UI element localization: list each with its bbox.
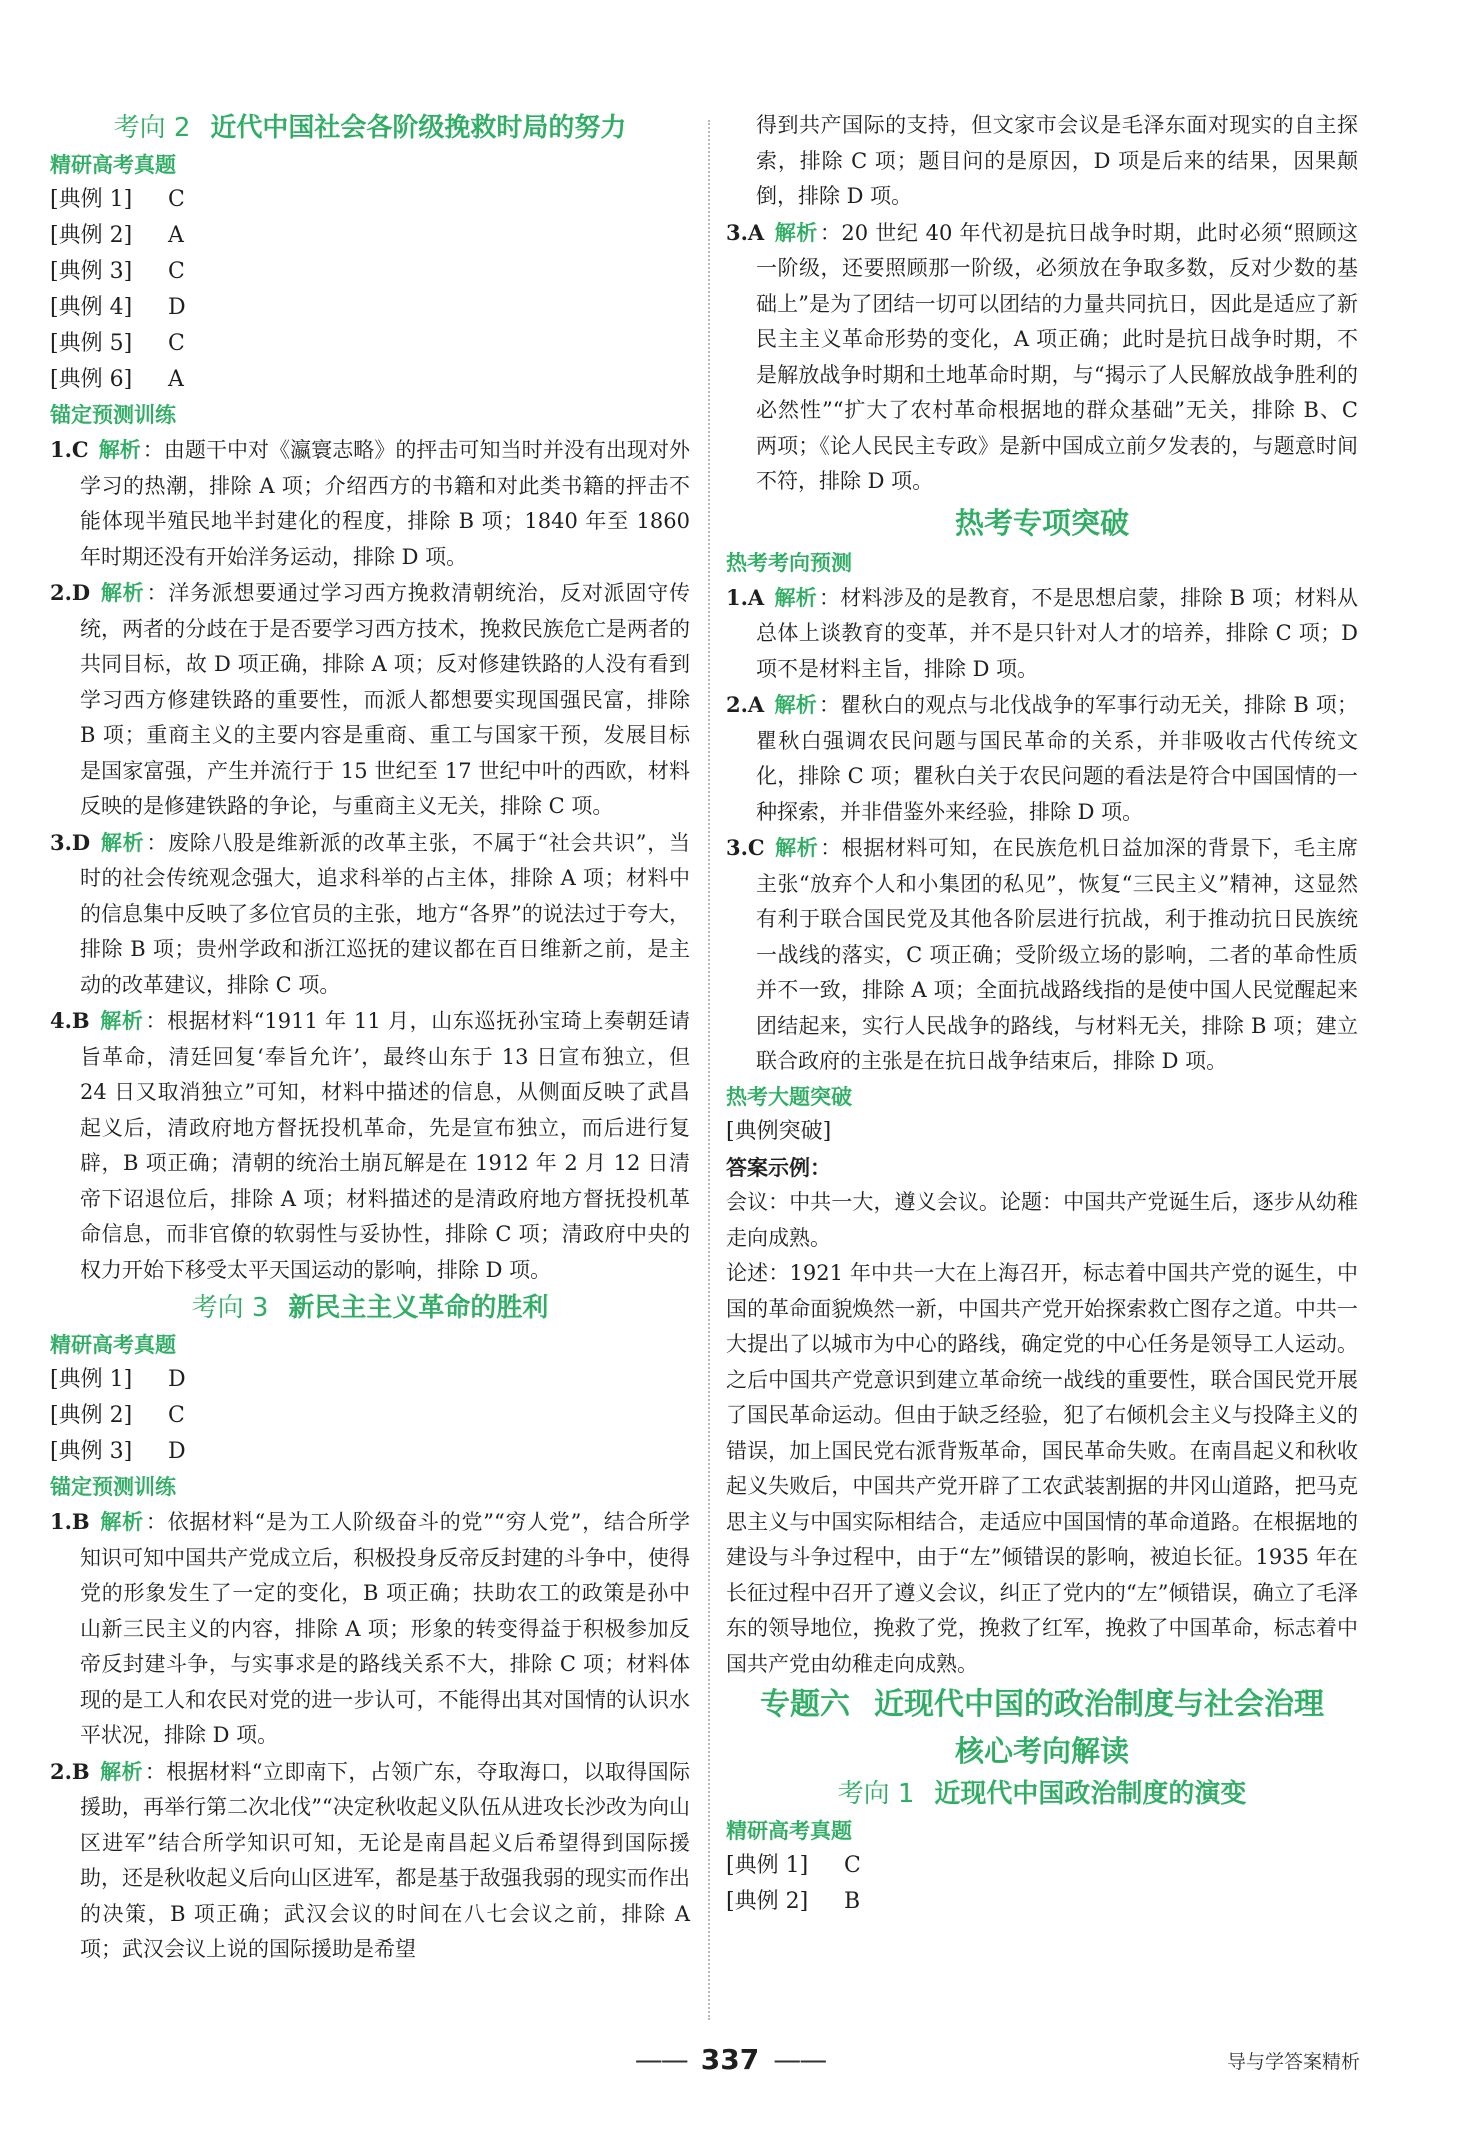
- item-text: ：20 世纪 40 年代初是抗日战争时期，此时必须“照顾这一阶级，还要照顾那一阶级，必须放在争取多数，反对少数的基础上”是为了团结一切可以团结的力量共同抗日，因此是适应了新民主主义革命形势的变化，A 项正确；此时是抗日战争时期，不是解放战争时期和土地革命时期，与“揭示了人民解放战争胜利的必然性”“扩大了农村革命根据地的群众基础”无关，排除 B、C 两项；《论人民民主专政》是新中国成立前夕发表的，与题意时间不符，排除 D 项。: [756, 220, 1359, 493]
- item-continuation: 得到共产国际的支持，但文家市会议是毛泽东面对现实的自主探索，排除 C 项；题目问的是原因，D 项是后来的结果，因果颠倒，排除 D 项。: [756, 113, 1358, 208]
- section-heading-kx2: [50, 108, 690, 148]
- example-row: [50, 362, 690, 398]
- subheading-yuce: 锚定预测训练: [50, 1475, 176, 1499]
- subheading-yuce: 热考考向预测: [726, 550, 852, 575]
- example-row: [50, 290, 690, 326]
- example-answer: C: [844, 1853, 861, 1878]
- item-number: 1.A: [726, 584, 765, 610]
- item-tag: 解析: [99, 1009, 144, 1033]
- example-answer: C: [168, 1403, 185, 1428]
- item-number: 1.B: [50, 1509, 90, 1534]
- example-label: [典例 1]: [726, 1853, 809, 1878]
- item-tag: 解析: [774, 220, 818, 245]
- item-tag: 解析: [100, 830, 145, 855]
- example-list-3: [726, 1848, 1358, 1920]
- item-text: ：废除八股是维新派的改革主张，不属于“社会共识”，当时的社会传统观念强大，追求科举的占主体，排除 A 项；材料中的信息集中反映了多位官员的主张，地方“各界”的说法过于夸大，排除 B 项；贵州学政和浙江巡抚的建议都在百日维新之前，是主动的改革建议，排除 C 项。: [80, 830, 690, 997]
- subheading-yuce: 锚定预测训练: [50, 403, 176, 427]
- page-footer: [0, 2036, 1460, 2086]
- answer-item: [50, 1003, 690, 1288]
- answer-paragraph-1: 会议：中共一大，遵义会议。论题：中国共产党诞生后，逐步从幼稚走向成熟。: [726, 1190, 1358, 1250]
- example-row: [50, 326, 690, 362]
- answer-sample-label: 答案示例：: [726, 1154, 831, 1180]
- item-text: ：洋务派想要通过学习西方挽救清朝统治，反对派固守传统，两者的分歧在于是否要学习西方技术，挽救民族危亡是两者的共同目标，故 D 项正确，排除 A 项；反对修建铁路的人没有看到学习西方修建铁路的重要性，而派人都想要实现国强民富，排除 B 项；重商主义的主要内容是重商、重工与国家干预，发展目标是国家富强，产生并流行于 15 世纪至 17 世纪中叶的西欧，材料反映的是修建铁路的争论，与重商主义无关，排除 C 项。: [80, 581, 691, 818]
- topic-heading: [726, 1682, 1358, 1728]
- heading-number: 考向 1: [837, 1779, 915, 1809]
- item-text: ：根据材料可知，在民族危机日益加深的背景下，毛主席主张“放弃个人和小集团的私见”，恢复“三民主义”精神，这显然有利于联合国民党及其他各阶层进行抗战，利于推动抗日民族统一战线的落实，C 项正确；受阶级立场的影响，二者的革命性质并不一致，排除 A 项；全面抗战路线指的是使中国人民觉醒起来团结起来，实行人民战争的路线，与材料无关，排除 B 项；建立联合政府的主张是在抗日战争结束后，排除 D 项。: [756, 836, 1359, 1073]
- answer-item: [50, 825, 690, 1004]
- book-brand: 导与学答案精析: [1226, 2051, 1360, 2073]
- column-divider: [708, 120, 710, 2020]
- item-text: ：材料涉及的是教育，不是思想启蒙，排除 B 项；材料从总体上谈教育的变革，并不是只针对人才的培养，排除 C 项；D 项不是材料主旨，排除 D 项。: [756, 585, 1358, 681]
- item-tag: 解析: [99, 1510, 144, 1534]
- heading-number: 考向 3: [191, 1293, 269, 1323]
- example-label: [典例 5]: [50, 331, 133, 356]
- example-row: [726, 1848, 1358, 1884]
- example-row: [50, 254, 690, 290]
- item-text: ：由题干中对《瀛寰志略》的抨击可知当时并没有出现对外学习的热潮，排除 A 项；介绍西方的书籍和对此类书籍的抨击不能体现半殖民地半封建化的程度，排除 B 项；1840 年至 1860 年时期还没有开始洋务运动，排除 D 项。: [80, 438, 691, 569]
- example-answer: C: [168, 187, 185, 212]
- example-label: [典例 3]: [50, 259, 133, 284]
- section-heading-kx3: [50, 1288, 690, 1328]
- example-row: [50, 1398, 690, 1434]
- example-answer: C: [168, 331, 185, 356]
- item-number: 2.A: [726, 692, 765, 717]
- topic-title: 近现代中国的政治制度与社会治理: [874, 1687, 1324, 1722]
- example-answer: D: [168, 1367, 186, 1392]
- item-text: ：依据材料“是为工人阶级奋斗的党”“穷人党”，结合所学知识可知中国共产党成立后，积极投身反帝反封建的斗争中，使得党的形象发生了一定的变化，B 项正确；扶助农工的政策是孙中山新三民主义的内容，排除 A 项；形象的转变得益于积极参加反帝反封建斗争，与实事求是的路线关系不大，排除 C 项；材料体现的是工人和农民对党的进一步认可，不能得出其对国情的认识水平状况，排除 D 项。: [80, 1510, 690, 1747]
- example-label: [典例 1]: [50, 187, 133, 212]
- subheading-jingyan: 精研高考真题: [50, 153, 176, 177]
- example-answer: C: [168, 259, 185, 284]
- item-tag: 解析: [774, 693, 817, 717]
- subheading-jingyan: 精研高考真题: [50, 1333, 176, 1357]
- example-row: [50, 1362, 690, 1398]
- item-number: 1.C: [50, 437, 89, 462]
- page-number: [620, 2036, 840, 2084]
- example-label: [典例 1]: [50, 1367, 133, 1392]
- answer-item: [50, 432, 690, 575]
- right-column: [726, 108, 1358, 1920]
- section-heading-kx1: [726, 1774, 1358, 1814]
- example-label: [典例 6]: [50, 367, 133, 392]
- example-list-1: [50, 182, 690, 398]
- example-row: [50, 1434, 690, 1470]
- page-number-dash: ——: [634, 2043, 687, 2076]
- example-answer: A: [168, 367, 184, 392]
- answer-item: [726, 215, 1358, 500]
- answer-item: [50, 1504, 690, 1754]
- example-label: [典例 2]: [50, 223, 133, 248]
- item-tag: 解析: [100, 581, 145, 605]
- item-number: 3.C: [726, 835, 765, 860]
- subheading-jingyan: 精研高考真题: [726, 1819, 852, 1843]
- example-label: [典例 4]: [50, 295, 133, 320]
- page-number-value: 337: [700, 2043, 760, 2076]
- item-tag: 解析: [774, 836, 819, 860]
- item-number: 3.D: [50, 829, 91, 855]
- core-heading: 核心考向解读: [954, 1734, 1129, 1768]
- example-breakthrough-label: [典例突破]: [726, 1118, 832, 1144]
- item-text: ：根据材料“1911 年 11 月，山东巡抚孙宝琦上奏朝廷请旨革命，清廷回复‘奉旨允许’，最终山东于 13 日宣布独立，但 24 日又取消独立”可知，材料中描述的信息，从侧面反映了武昌起义后，清政府地方督抚投机革命，先是宣布独立，而后进行复辟，B 项正确；清朝的统治土崩瓦解是在 1912 年 2 月 12 日清帝下诏退位后，排除 A 项；材料描述的是清政府地方督抚投机革命信息，而非官僚的软弱性与妥协性，排除 C 项；清政府中央的权力开始下移受太平天国运动的影响，排除 D 项。: [80, 1009, 691, 1282]
- item-number: 2.B: [50, 1758, 90, 1784]
- example-label: [典例 2]: [50, 1403, 133, 1428]
- answer-item: [50, 1754, 690, 1968]
- example-label: [典例 2]: [726, 1889, 809, 1914]
- answer-item: [726, 687, 1358, 830]
- page-number-dash: ——: [773, 2043, 826, 2076]
- left-column: [50, 108, 690, 1968]
- item-tag: 解析: [774, 585, 817, 610]
- item-text: ：瞿秋白的观点与北伐战争的军事行动无关，排除 B 项；瞿秋白强调农民问题与国民革命的关系，并非吸收古代传统文化，排除 C 项；瞿秋白关于农民问题的看法是符合中国国情的一种探索，并非借鉴外来经验，排除 D 项。: [756, 693, 1358, 824]
- answer-item: [50, 575, 690, 825]
- item-tag: 解析: [98, 438, 141, 462]
- item-text: ：根据材料“立即南下，占领广东，夺取海口，以取得国际援助，再举行第二次北伐”“决定秋收起义队伍从进攻长沙改为向山区进军”结合所学知识可知，无论是南昌起义后希望得到国际援助，还是秋收起义后向山区进军，都是基于敌强我弱的现实而作出的决策，B 项正确；武汉会议的时间在八七会议之前，排除 A 项；武汉会议上说的国际援助是希望: [80, 1759, 691, 1961]
- subheading-dati: 热考大题突破: [726, 1084, 852, 1109]
- item-number: 4.B: [50, 1008, 90, 1033]
- item-number: 3.A: [726, 219, 765, 245]
- item-number: 2.D: [50, 580, 91, 605]
- example-answer: A: [168, 223, 184, 248]
- answer-paragraph-2: 论述：1921 年中共一大在上海召开，标志着中国共产党的诞生，中国的革命面貌焕然一新，中国共产党开始探索救亡图存之道。中共一大提出了以城市为中心的路线，确定党的中心任务是领导工人运动。之后中国共产党意识到建立革命统一战线的重要性，联合国民党开展了国民革命运动。但由于缺乏经验，犯了右倾机会主义与投降主义的错误，加上国民党右派背叛革命，国民革命失败。在南昌起义和秋收起义失败后，中国共产党开辟了工农武装割据的井冈山道路，把马克思主义与中国实际相结合，走适应中国国情的革命道路。在根据地的建设与斗争过程中，由于“左”倾错误的影响，被迫长征。1935 年在长征过程中召开了遵义会议，纠正了党内的“左”倾错误，确立了毛泽东的领导地位，挽救了党，挽救了红军，挽救了中国革命，标志着中国共产党由幼稚走向成熟。: [726, 1261, 1358, 1676]
- answer-item: [726, 830, 1358, 1080]
- answer-item: [726, 580, 1358, 688]
- example-label: [典例 3]: [50, 1439, 133, 1464]
- heading-number: 考向 2: [113, 113, 191, 143]
- example-answer: D: [168, 295, 186, 320]
- example-list-2: [50, 1362, 690, 1470]
- heading-title: 近代中国社会各阶级挽救时局的努力: [210, 113, 627, 143]
- heading-title: 近现代中国政治制度的演变: [934, 1779, 1247, 1809]
- example-row: [726, 1884, 1358, 1920]
- heading-title: 新民主主义革命的胜利: [288, 1293, 549, 1323]
- example-row: [50, 218, 690, 254]
- topic-number: 专题六: [760, 1687, 850, 1722]
- example-row: [50, 182, 690, 218]
- item-tag: 解析: [99, 1759, 143, 1784]
- example-answer: B: [844, 1889, 861, 1914]
- section-heading-rekao: 热考专项突破: [954, 505, 1129, 540]
- example-answer: D: [168, 1439, 186, 1464]
